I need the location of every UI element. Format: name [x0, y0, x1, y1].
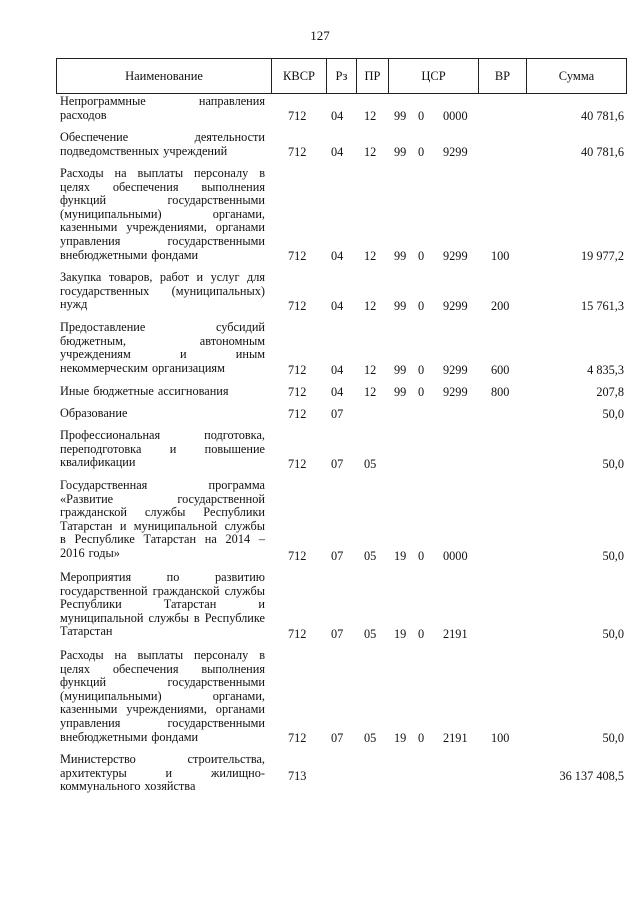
row-name: Обеспечение деятельности подведомственных учреждений: [60, 130, 265, 158]
header-rz: Рз: [327, 59, 357, 94]
table-row: [56, 429, 626, 471]
page-number: 127: [310, 28, 330, 43]
cell-kvsr: 712: [288, 407, 307, 421]
cell-rz: 07: [331, 627, 344, 641]
cell-sum: 40 781,6: [580, 109, 624, 123]
cell-kvsr: 712: [288, 299, 307, 313]
header-kvsr: КВСР: [272, 59, 327, 94]
cell-csr-code: 9299: [443, 145, 468, 159]
cell-kvsr: 712: [288, 363, 307, 377]
cell-csr-program: 99: [394, 385, 407, 399]
cell-csr-program: 19: [394, 549, 407, 563]
row-name: Расходы на выплаты персоналу в целях обеспечения выполнения функций государственными (муниципальными) органами, казенными учреждениями, органами управления государственными внебюджетными фондами: [60, 166, 265, 262]
table-row: [56, 571, 626, 641]
cell-rz: 04: [331, 109, 344, 123]
cell-rz: 07: [331, 731, 344, 745]
table-row: [56, 167, 626, 263]
cell-rz: 04: [331, 385, 344, 399]
cell-sum: 50,0: [602, 407, 624, 421]
cell-kvsr: 712: [288, 145, 307, 159]
cell-csr-sub: 0: [418, 627, 425, 641]
cell-kvsr: 712: [288, 549, 307, 563]
row-name: Закупка товаров, работ и услуг для государственных (муниципальных) нужд: [60, 270, 265, 312]
header-sum: Сумма: [527, 59, 627, 94]
cell-pr: 12: [364, 249, 377, 263]
cell-kvsr: 712: [288, 731, 307, 745]
cell-kvsr: 712: [288, 249, 307, 263]
cell-sum: 50,0: [602, 457, 624, 471]
row-name: Расходы на выплаты персоналу в целях обеспечения выполнения функций государственными (муниципальными) органами, казенными учреждениями, органами управления государственными внебюджетными фондами: [60, 648, 265, 744]
cell-kvsr: 712: [288, 457, 307, 471]
row-name: Предоставление субсидий бюджетным, автономным учреждениям и иным некоммерческим организациям: [60, 320, 265, 375]
cell-sum: 50,0: [602, 549, 624, 563]
header-name: Наименование: [57, 59, 272, 94]
cell-csr-code: 9299: [443, 363, 468, 377]
row-name: Непрограммные направления расходов: [60, 94, 265, 122]
cell-csr-sub: 0: [418, 363, 425, 377]
cell-rz: 04: [331, 299, 344, 313]
cell-csr-sub: 0: [418, 299, 425, 313]
row-name: Мероприятия по развитию государственной гражданской службы Республики Татарстан и муниципальной службы в Республике Татарстан: [60, 570, 265, 639]
cell-csr-sub: 0: [418, 549, 425, 563]
cell-csr-code: 0000: [443, 109, 468, 123]
row-name: Государственная программа «Развитие государственной гражданской службы Республики Татарстан и муниципальной службы в Республике Татарстан на 2014 – 2016 годы»: [60, 478, 265, 560]
cell-csr-code: 2191: [443, 627, 468, 641]
cell-rz: 07: [331, 549, 344, 563]
cell-csr-code: 9299: [443, 299, 468, 313]
cell-pr: 12: [364, 385, 377, 399]
cell-rz: 07: [331, 407, 344, 421]
cell-pr: 05: [364, 457, 377, 471]
cell-csr-program: 99: [394, 363, 407, 377]
cell-csr-code: 9299: [443, 385, 468, 399]
row-name: Министерство строительства, архитектуры и жилищно-коммунального хозяйства: [60, 752, 265, 794]
table-row: [56, 479, 626, 563]
cell-pr: 12: [364, 109, 377, 123]
cell-sum: 36 137 408,5: [559, 769, 624, 783]
cell-pr: 05: [364, 731, 377, 745]
cell-csr-sub: 0: [418, 109, 425, 123]
cell-vr: 100: [491, 731, 510, 745]
table-row: [56, 271, 626, 313]
cell-pr: 12: [364, 299, 377, 313]
cell-vr: 800: [491, 385, 510, 399]
table-row: [56, 95, 626, 123]
cell-rz: 04: [331, 145, 344, 159]
header-vr: ВР: [479, 59, 527, 94]
header-csr: ЦСР: [389, 59, 479, 94]
cell-csr-sub: 0: [418, 249, 425, 263]
cell-csr-program: 19: [394, 731, 407, 745]
cell-sum: 207,8: [596, 385, 624, 399]
cell-csr-code: 9299: [443, 249, 468, 263]
cell-csr-program: 99: [394, 109, 407, 123]
cell-vr: 100: [491, 249, 510, 263]
budget-table-body: [56, 95, 626, 795]
cell-csr-program: 99: [394, 145, 407, 159]
cell-pr: 12: [364, 363, 377, 377]
cell-csr-code: 0000: [443, 549, 468, 563]
table-row: [56, 753, 626, 795]
cell-csr-sub: 0: [418, 731, 425, 745]
cell-sum: 15 761,3: [580, 299, 624, 313]
cell-pr: 12: [364, 145, 377, 159]
cell-csr-program: 99: [394, 249, 407, 263]
cell-sum: 50,0: [602, 731, 624, 745]
cell-kvsr: 713: [288, 769, 307, 783]
cell-csr-sub: 0: [418, 145, 425, 159]
table-row: [56, 385, 626, 399]
cell-csr-program: 99: [394, 299, 407, 313]
cell-pr: 05: [364, 549, 377, 563]
table-row: [56, 407, 626, 421]
cell-vr: 200: [491, 299, 510, 313]
cell-sum: 19 977,2: [580, 249, 624, 263]
cell-csr-sub: 0: [418, 385, 425, 399]
cell-vr: 600: [491, 363, 510, 377]
cell-rz: 04: [331, 363, 344, 377]
cell-kvsr: 712: [288, 385, 307, 399]
cell-csr-code: 2191: [443, 731, 468, 745]
row-name: Иные бюджетные ассигнования: [60, 384, 229, 398]
cell-pr: 05: [364, 627, 377, 641]
row-name: Профессиональная подготовка, переподготовка и повышение квалификации: [60, 428, 265, 470]
cell-csr-program: 19: [394, 627, 407, 641]
table-row: [56, 321, 626, 377]
cell-sum: 50,0: [602, 627, 624, 641]
cell-rz: 04: [331, 249, 344, 263]
cell-rz: 07: [331, 457, 344, 471]
cell-kvsr: 712: [288, 627, 307, 641]
table-row: [56, 131, 626, 159]
header-pr: ПР: [357, 59, 389, 94]
table-row: [56, 649, 626, 745]
row-name: Образование: [60, 406, 128, 420]
cell-sum: 40 781,6: [580, 145, 624, 159]
table-header: [56, 58, 627, 94]
cell-sum: 4 835,3: [587, 363, 624, 377]
cell-kvsr: 712: [288, 109, 307, 123]
